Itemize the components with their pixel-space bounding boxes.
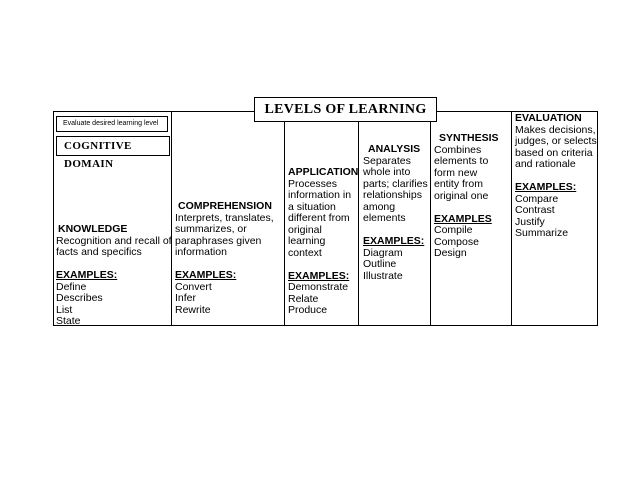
evaluate-level-label: Evaluate desired learning level	[56, 116, 168, 132]
example-item: List	[56, 303, 73, 316]
column-evaluation	[515, 113, 597, 240]
column-description: Interprets, translates,	[175, 211, 274, 224]
column-heading: KNOWLEDGE	[58, 223, 128, 235]
column-description: paraphrases given	[175, 234, 262, 247]
examples-label: EXAMPLES	[434, 212, 492, 225]
example-item: Produce	[288, 304, 328, 316]
column-description: based on criteria	[515, 146, 593, 159]
column-heading: EVALUATION	[515, 112, 582, 124]
column-description: information	[175, 246, 227, 258]
examples-label: EXAMPLES:	[56, 269, 118, 281]
column-heading: ANALYSIS	[368, 143, 421, 155]
column-description: elements to	[434, 155, 489, 167]
example-item: Define	[56, 280, 87, 293]
example-item: State	[56, 315, 81, 327]
example-item: Outline	[363, 258, 397, 270]
cognitive-domain-label: COGNITIVE DOMAIN	[56, 136, 170, 156]
example-item: Demonstrate	[288, 281, 349, 293]
column-divider	[511, 112, 512, 325]
example-item: Relate	[288, 292, 319, 305]
column-description: Processes	[288, 177, 338, 190]
column-description: and rationale	[515, 158, 576, 170]
column-description: elements	[363, 212, 406, 224]
column-synthesis	[434, 133, 499, 260]
column-heading: SYNTHESIS	[439, 132, 499, 144]
column-description: judges, or selects	[515, 135, 597, 147]
column-description: information in	[288, 189, 352, 201]
column-application	[288, 167, 358, 317]
example-item: Compile	[434, 224, 473, 236]
column-description: relationships	[363, 189, 422, 201]
column-description: original	[288, 223, 322, 236]
column-divider	[430, 112, 431, 325]
example-item: Diagram	[363, 246, 403, 259]
column-description: different from	[288, 212, 350, 224]
column-description: Recognition and recall of	[56, 234, 172, 247]
column-analysis	[363, 144, 428, 282]
page-title: LEVELS OF LEARNING	[254, 97, 437, 122]
column-description: form new	[434, 166, 478, 179]
example-item: Compare	[515, 192, 559, 205]
examples-label: EXAMPLES:	[175, 269, 237, 281]
example-item: Describes	[56, 292, 103, 304]
example-item: Summarize	[515, 227, 569, 239]
column-heading: COMPREHENSION	[178, 200, 272, 212]
example-item: Rewrite	[175, 303, 211, 316]
example-item: Infer	[175, 292, 197, 304]
example-item: Compose	[434, 235, 479, 248]
examples-label: EXAMPLES:	[515, 181, 577, 193]
example-item: Illustrate	[363, 269, 403, 282]
example-item: Contrast	[515, 204, 555, 216]
column-knowledge	[56, 224, 172, 328]
column-description: original one	[434, 189, 489, 202]
column-heading: APPLICATION	[288, 166, 359, 178]
column-description: among	[363, 200, 396, 213]
column-description: facts and specifics	[56, 246, 142, 258]
column-divider	[284, 112, 285, 325]
column-description: parts; clarifies	[363, 177, 428, 190]
example-item: Justify	[515, 215, 545, 228]
column-description: whole into	[363, 166, 411, 178]
column-description: Makes decisions,	[515, 123, 596, 136]
examples-label: EXAMPLES:	[288, 269, 350, 282]
column-description: Separates	[363, 154, 411, 167]
column-description: entity from	[434, 178, 484, 190]
column-description: summarizes, or	[175, 223, 247, 235]
column-comprehension	[175, 201, 274, 316]
column-description: context	[288, 246, 322, 259]
column-description: Combines	[434, 143, 482, 156]
examples-label: EXAMPLES:	[363, 235, 425, 247]
example-item: Convert	[175, 280, 212, 293]
column-description: learning	[288, 235, 326, 247]
example-item: Design	[434, 247, 467, 259]
column-description: a situation	[288, 200, 336, 213]
